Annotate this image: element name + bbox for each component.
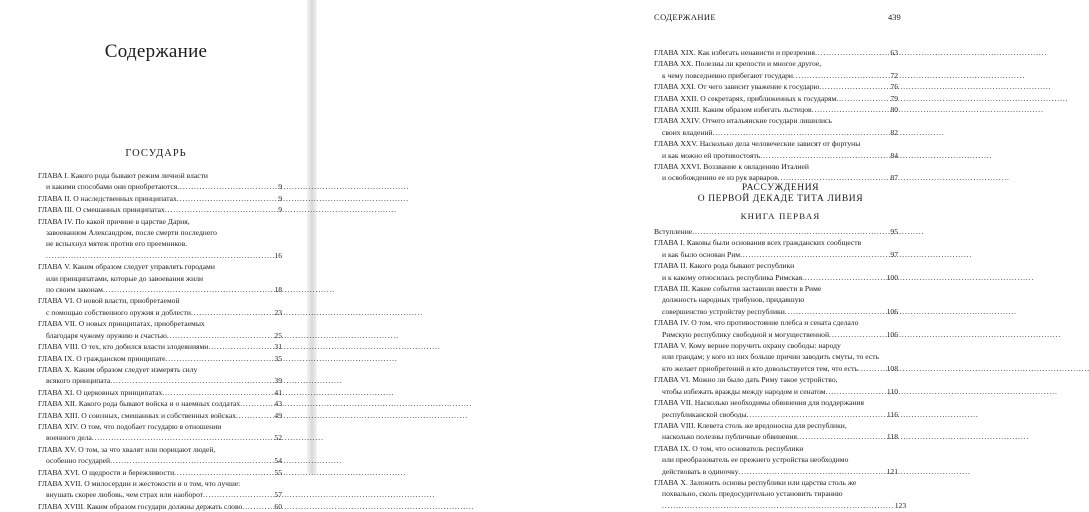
toc-entry-line: ГЛАВА X. Каким образом следует измерять силу <box>38 364 198 374</box>
toc-entry-title: ГЛАВА XII. Какого рода бывают войска и о наемных солдатах <box>38 399 241 409</box>
toc-entry-line: ГЛАВА II. Какого рода бывают республики <box>654 261 795 271</box>
toc-entry-title: ГЛАВА XIII. О союзных, смешанных и собственных войсках <box>38 410 236 420</box>
leader-dots <box>110 375 272 386</box>
toc-entry-title: внушать скорее любовь, чем страх или наоборот <box>46 490 204 500</box>
toc-entry <box>38 444 282 467</box>
toc-entry-row <box>38 455 282 466</box>
toc-entry-line: ГЛАВА VII. О новых принципатах, приобретаемых <box>38 319 205 329</box>
toc-entry-title: чтобы избежать вражды между народом и сенатом <box>662 386 826 396</box>
toc-page-number: 52 <box>274 433 282 443</box>
toc-entry <box>38 353 282 364</box>
leader-dots <box>747 409 885 420</box>
leader-dots <box>177 193 276 204</box>
toc-entry-title: совершенство устройству республики <box>662 306 785 316</box>
toc-entry-row <box>654 150 898 161</box>
toc-page-number: 72 <box>890 70 898 80</box>
toc-entry <box>654 93 898 104</box>
leader-dots <box>829 329 885 340</box>
leader-dots <box>177 181 276 192</box>
toc-entry-line: должность народных трибунов, придавшую <box>662 295 805 305</box>
toc-entry-title: и как можно ей противостоять <box>662 150 761 160</box>
toc-entry-title: с помощью собственного оружия и доблести <box>46 307 191 317</box>
toc-entry-title: к чему повседневно прибегают государи <box>662 70 793 80</box>
toc-entry-line: ГЛАВА XVII. О милосердии и жестокости и о том, что лучше: <box>38 478 241 488</box>
toc-entry-line: ГЛАВА III. Какие события заставили ввести в Риме <box>654 284 822 294</box>
toc-entry <box>38 193 282 204</box>
toc-page-number: 87 <box>890 173 898 183</box>
leader-dots <box>797 431 885 442</box>
toc-entry-title: ГЛАВА XXI. От чего зависит уважение к государю <box>654 82 820 92</box>
toc-entry-line: ГЛАВА XXIV. Отчего итальянские государи лишились <box>654 116 832 126</box>
toc-entry <box>38 295 282 318</box>
toc-entry-title: насколько полезны публичные обвинения <box>662 432 798 442</box>
toc-page-number: 106 <box>886 306 898 316</box>
toc-entry-line: ГЛАВА IV. О том, что противостояние плебса и сената сделало <box>654 318 859 328</box>
toc-entry-row <box>654 47 898 58</box>
toc-entry-row <box>654 500 907 511</box>
toc-entry-title: благодаря чужому оружию и счастью <box>46 330 167 340</box>
toc-entry <box>38 467 282 478</box>
toc-page-number: 80 <box>890 105 898 115</box>
toc-entry-line: ГЛАВА V. Кому вернее поручить охрану свободы: народу <box>654 341 841 351</box>
toc-entry <box>38 364 282 387</box>
toc-page-number: 55 <box>274 467 282 477</box>
toc-page-number: 39 <box>274 376 282 386</box>
toc-entry <box>38 421 282 444</box>
toc-entry <box>38 170 282 193</box>
toc-page-number: 9 <box>278 182 282 192</box>
toc-entry-title: и какими способами они приобретаются <box>46 182 178 192</box>
toc-entry-line: ГЛАВА XX. Полезны ли крепости и многое другое, <box>654 59 822 69</box>
leader-dots <box>242 501 272 512</box>
toc-page-number: 121 <box>886 466 898 476</box>
toc-entry <box>654 115 898 138</box>
toc-entry-title: своих владений <box>662 127 713 137</box>
toc-entry-row <box>654 70 898 81</box>
discourses-title-line-2: О ПЕРВОЙ ДЕКАДЕ ТИТА ЛИВИЯ <box>697 194 864 204</box>
toc-entry <box>654 161 898 184</box>
toc-entry-row <box>38 181 282 192</box>
toc-entry-line: ГЛАВА I. Каковы были основания всех гражданских сообществ <box>654 238 862 248</box>
toc-list-prince <box>38 170 282 512</box>
toc-page-number: 82 <box>890 127 898 137</box>
leader-dots <box>815 47 888 58</box>
toc-entry-title: ГЛАВА XIX. Как избегать ненависти и презрения <box>654 48 816 57</box>
toc-entry <box>654 397 898 420</box>
leader-dots <box>166 353 273 364</box>
toc-page-number: 43 <box>274 399 282 409</box>
toc-entry-line: ГЛАВА XV. О том, за что хвалят или порицают людей, <box>38 444 216 454</box>
toc-entry-title: действовать в одиночку <box>662 466 739 476</box>
toc-entry-title: Римскую республику свободной и могущественной <box>662 329 830 339</box>
toc-entry <box>654 58 898 81</box>
toc-entry-title: и к какому относилась республика Римская <box>662 272 803 282</box>
toc-entry-row <box>38 467 282 478</box>
toc-page-number: 108 <box>886 363 898 373</box>
toc-entry-title: ГЛАВА XI. О церковных принципатах <box>38 387 163 397</box>
leader-dots <box>662 501 893 510</box>
leader-dots <box>785 306 885 317</box>
leader-dots <box>236 410 272 421</box>
toc-entry-line: ГЛАВА I. Какого рода бывают режим личной власти <box>38 171 208 180</box>
toc-entry <box>654 226 898 237</box>
toc-entry-title: по своим законам <box>46 285 103 295</box>
toc-page-number: 106 <box>886 329 898 339</box>
toc-entry <box>654 237 898 260</box>
toc-entry-row <box>654 81 898 92</box>
toc-page-number: 57 <box>274 490 282 500</box>
leader-dots <box>174 467 272 478</box>
toc-entry <box>654 420 898 443</box>
toc-entry-row <box>38 284 282 295</box>
toc-entry <box>654 317 898 340</box>
toc-page-number: 49 <box>274 410 282 420</box>
leader-dots <box>836 93 888 104</box>
leader-dots <box>793 70 888 81</box>
right-page <box>312 0 907 510</box>
toc-entry-title: ГЛАВА XXII. О секретарях, приближенных к государям <box>654 93 837 103</box>
toc-entry <box>38 216 282 262</box>
toc-entry-title: ГЛАВА XXIII. Каким образом избегать льстецов <box>654 105 812 115</box>
toc-entry <box>38 387 282 398</box>
toc-entry-row <box>654 431 898 442</box>
leader-dots <box>110 455 272 466</box>
leader-dots <box>740 249 888 260</box>
leader-dots <box>812 104 889 115</box>
toc-entry-title: кто желает приобретений и кто довольствуется тем, что есть <box>662 363 858 373</box>
toc-entry-row <box>654 466 898 477</box>
page-number: 439 <box>888 12 901 22</box>
toc-page-number: 95 <box>890 227 898 236</box>
toc-entry <box>654 81 898 92</box>
leader-dots <box>203 489 272 500</box>
toc-entry <box>38 341 282 352</box>
toc-entry-line: ГЛАВА VII. Насколько необходимы обвинения для поддержания <box>654 398 864 408</box>
toc-page-number: 54 <box>274 456 282 466</box>
toc-page-number: 123 <box>894 500 907 510</box>
leader-dots <box>802 272 885 283</box>
toc-entry-row <box>654 104 898 115</box>
toc-entry-row <box>38 193 282 204</box>
toc-entry-line: ГЛАВА VI. Можно ли было дать Риму такое устройство, <box>654 375 838 385</box>
toc-entry-row <box>654 363 898 374</box>
leader-dots <box>167 330 273 341</box>
toc-entry-title: особенно государей <box>46 456 111 466</box>
toc-entry-row <box>38 250 282 261</box>
toc-entry-row <box>654 272 898 283</box>
toc-entry-row <box>38 501 282 512</box>
leader-dots <box>739 466 885 477</box>
toc-page-number: 9 <box>278 193 282 203</box>
toc-page-number: 31 <box>274 342 282 352</box>
toc-page-number: 100 <box>886 272 898 282</box>
discourses-title-line-1: РАССУЖДЕНИЯ <box>741 183 820 193</box>
toc-entry <box>38 204 282 215</box>
toc-entry <box>654 374 898 397</box>
toc-page-number: 76 <box>890 82 898 92</box>
toc-entry <box>38 410 282 421</box>
toc-entry-line: ГЛАВА XIV. О том, что подобает государю в отношении <box>38 421 222 431</box>
leader-dots <box>713 127 889 138</box>
toc-page-number: 116 <box>886 409 898 419</box>
toc-page-number: 118 <box>886 432 898 442</box>
toc-entry-row <box>654 329 898 340</box>
toc-page-number: 9 <box>278 205 282 215</box>
toc-entry <box>654 47 898 58</box>
contents-title: Содержание <box>104 41 208 62</box>
toc-entry <box>654 260 898 283</box>
discourses-title <box>624 183 937 205</box>
toc-entry <box>38 261 282 295</box>
toc-entry <box>654 477 907 511</box>
toc-entry-line: похвально, сколь предосудительно установить тиранию <box>662 489 843 499</box>
toc-entry-row <box>654 226 898 237</box>
leader-dots <box>819 81 888 92</box>
toc-entry <box>654 138 898 161</box>
toc-entry <box>654 340 898 374</box>
toc-entry <box>38 398 282 409</box>
toc-entry-title: ГЛАВА XVI. О щедрости и бережливости <box>38 467 175 477</box>
toc-entry <box>38 501 282 512</box>
toc-list-discourses <box>654 226 907 511</box>
toc-entry-line: ГЛАВА V. Каким образом следует управлять городами <box>38 262 215 272</box>
toc-entry-row <box>38 387 282 398</box>
toc-page-number: 18 <box>274 285 282 295</box>
toc-entry-title: ГЛАВА IX. О гражданском принципате <box>38 353 166 363</box>
toc-entry-line: ГЛАВА X. Заложить основы республики или царства столь же <box>654 477 857 487</box>
toc-page-number: 97 <box>890 249 898 259</box>
toc-entry <box>654 104 898 115</box>
toc-entry-title: ГЛАВА XVIII. Каким образом государи должны держать слово <box>38 501 243 511</box>
toc-entry-line: или принципатами, которые до завоевания жили <box>46 273 204 283</box>
toc-entry-title: всякого принципата <box>46 376 111 386</box>
toc-entry-line: ГЛАВА XXV. Насколько дела человеческие зависят от фортуны <box>654 139 861 149</box>
leader-dots <box>826 386 885 397</box>
leader-dots <box>191 307 272 318</box>
toc-entry-row <box>38 489 282 500</box>
toc-entry-row <box>654 386 898 397</box>
toc-entry-title: ГЛАВА II. О наследственных принципатах <box>38 193 177 203</box>
toc-entry-line: ГЛАВА IV. По какой причине в царстве Дария, <box>38 216 190 226</box>
toc-entry-title: Вступление <box>654 227 693 236</box>
toc-entry <box>654 443 898 477</box>
leader-dots <box>240 398 272 409</box>
left-page <box>0 0 312 511</box>
section-heading-prince: ГОСУДАРЬ <box>125 148 187 159</box>
toc-entry-row <box>38 330 282 341</box>
toc-page-number: 23 <box>274 307 282 317</box>
toc-entry-row <box>38 432 282 443</box>
leader-dots <box>162 387 272 398</box>
toc-entry-title: военного дела <box>46 433 92 443</box>
toc-entry-row <box>654 249 898 260</box>
toc-page-number: 84 <box>890 150 898 160</box>
toc-entry <box>654 283 898 317</box>
leader-dots <box>46 250 272 261</box>
toc-entry-line: ГЛАВА VI. О новой власти, приобретаемой <box>38 296 180 306</box>
toc-list-prince-continued <box>654 47 898 184</box>
leader-dots <box>692 226 888 237</box>
toc-entry <box>38 478 282 501</box>
leader-dots <box>165 204 276 215</box>
toc-entry-line: не вспыхнул мятеж против его преемников. <box>46 239 188 249</box>
toc-entry-line: ГЛАВА VIII. Клевета столь же вредоносна для республики, <box>654 420 847 430</box>
toc-entry-row <box>654 409 898 420</box>
toc-entry <box>38 318 282 341</box>
toc-entry-row <box>38 204 282 215</box>
toc-entry-row <box>38 307 282 318</box>
toc-entry-line: завоеванном Александром, после смерти последнего <box>46 228 217 238</box>
toc-entry-row <box>38 375 282 386</box>
toc-entry-row <box>654 93 898 104</box>
leader-dots <box>760 150 888 161</box>
toc-entry-line: или преобразователь ее прежнего устройства необходимо <box>662 455 849 465</box>
leader-dots <box>208 341 272 352</box>
toc-entry-title: и освобождению ее из рук варваров <box>662 173 778 183</box>
toc-entry-row <box>38 341 282 352</box>
toc-entry-row <box>38 398 282 409</box>
toc-entry-row <box>38 410 282 421</box>
toc-entry-row <box>654 127 898 138</box>
toc-page-number: 35 <box>274 353 282 363</box>
book-one-heading: КНИГА ПЕРВАЯ <box>740 211 821 221</box>
toc-entry-title: и как было основан Рим <box>662 249 741 259</box>
toc-entry-line: или грандам; у кого из них больше причин заводить смуты, то есть <box>662 352 880 362</box>
toc-entry-line: ГЛАВА XXVI. Воззвание к овладению Италией <box>654 162 809 172</box>
toc-page-number: 25 <box>274 330 282 340</box>
toc-page-number: 41 <box>274 387 282 397</box>
running-head: СОДЕРЖАНИЕ <box>654 12 717 22</box>
toc-page-number: 63 <box>890 48 898 57</box>
toc-page-number: 79 <box>890 93 898 103</box>
toc-page-number: 16 <box>274 250 282 260</box>
leader-dots <box>92 432 273 443</box>
toc-page-number: 60 <box>274 501 282 511</box>
toc-entry-title: республиканской свободы <box>662 409 747 419</box>
toc-entry-title: ГЛАВА III. О смешанных принципатах <box>38 205 165 215</box>
toc-entry-title: ГЛАВА VIII. О тех, кто добился власти злодеяниями <box>38 342 209 352</box>
leader-dots <box>103 284 272 295</box>
toc-page-number: 110 <box>886 386 898 396</box>
toc-entry-row <box>38 353 282 364</box>
toc-entry-line: ГЛАВА IX. О том, что основатель республики <box>654 443 804 453</box>
leader-dots <box>858 363 885 374</box>
toc-entry-row <box>654 306 898 317</box>
